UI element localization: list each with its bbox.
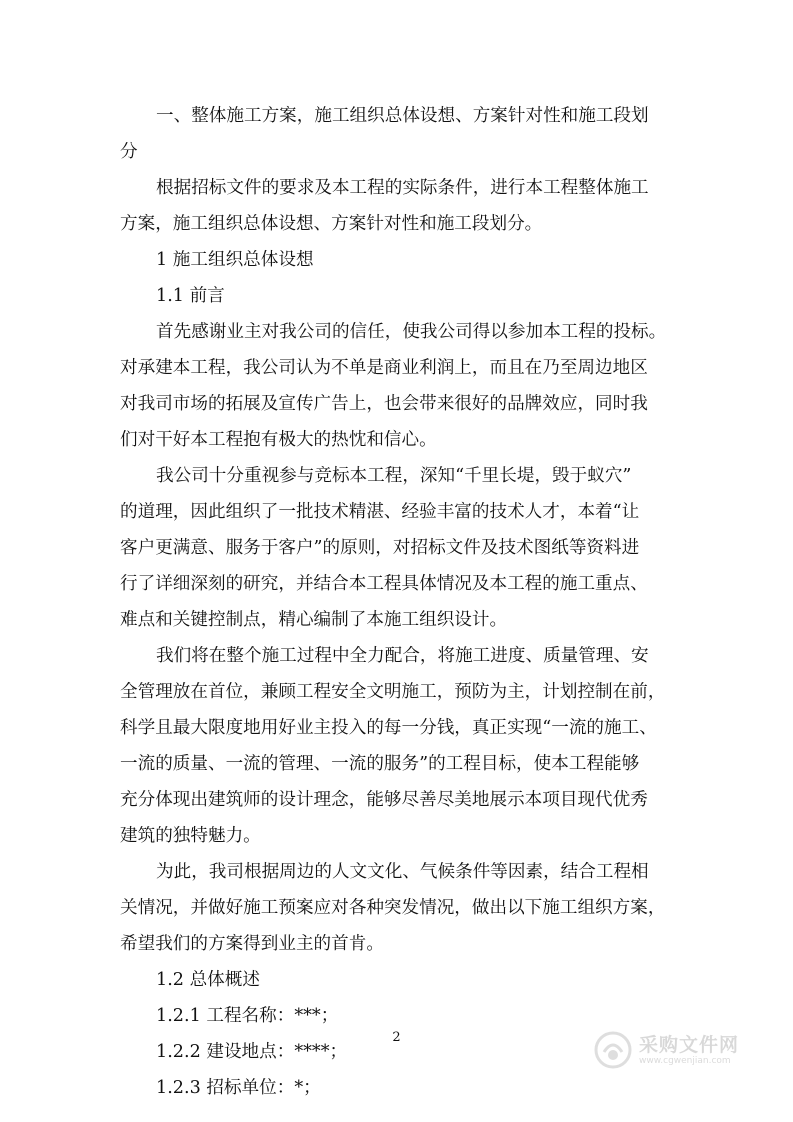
paragraph-line: 对承建本工程，我公司认为不单是商业利润上，而且在乃至周边地区 (120, 358, 648, 378)
paragraph-line: 方案，施工组织总体设想、方案针对性和施工段划分。 (120, 214, 543, 234)
section-heading: 一、整体施工方案，施工组织总体设想、方案针对性和施工段划 (156, 106, 649, 126)
paragraph-line: 为此，我司根据周边的人文文化、气候条件等因素，结合工程相 (156, 862, 649, 882)
list-item: 1.2.2 建设地点：****； (156, 1042, 348, 1062)
paragraph-line: 难点和关键控制点，精心编制了本施工组织设计。 (120, 610, 508, 630)
paragraph-line: 希望我们的方案得到业主的首肯。 (120, 934, 384, 954)
subsection-heading: 1.2 总体概述 (156, 970, 260, 990)
paragraph-line: 行了详细深刻的研究，并结合本工程具体情况及本工程的施工重点、 (120, 574, 648, 594)
paragraph-line: 一流的质量、一流的管理、一流的服务”的工程目标，使本工程能够 (120, 754, 640, 774)
paragraph-line: 充分体现出建筑师的设计理念，能够尽善尽美地展示本项目现代优秀 (120, 790, 648, 810)
watermark-title: 采购文件网 (639, 1033, 740, 1056)
paragraph-line: 客户更满意、服务于客户”的原则，对招标文件及技术图纸等资料进 (120, 538, 640, 558)
paragraph-line: 们对干好本工程抱有极大的热忱和信心。 (120, 430, 437, 450)
subsection-heading: 1.1 前言 (156, 286, 225, 306)
list-item: 1.2.3 招标单位：*； (156, 1078, 321, 1098)
paragraph-line: 的道理，因此组织了一批技术精湛、经验丰富的技术人才，本着“让 (120, 502, 640, 522)
paragraph-line: 关情况，并做好施工预案应对各种突发情况，做出以下施工组织方案， (120, 898, 666, 918)
watermark-logo-icon (593, 1030, 633, 1070)
list-item: 1.2.1 工程名称：***； (156, 1006, 339, 1026)
paragraph-line: 首先感谢业主对我公司的信任，使我公司得以参加本工程的投标。 (156, 322, 667, 342)
paragraph-line: 科学且最大限度地用好业主投入的每一分钱，真正实现“一流的施工、 (120, 718, 657, 738)
watermark (593, 1026, 753, 1074)
paragraph-line: 我们将在整个施工过程中全力配合，将施工进度、质量管理、安 (156, 646, 649, 666)
section-heading-continued: 分 (120, 142, 138, 162)
paragraph-line: 对我司市场的拓展及宣传广告上，也会带来很好的品牌效应，同时我 (120, 394, 648, 414)
paragraph-line: 根据招标文件的要求及本工程的实际条件，进行本工程整体施工 (156, 178, 649, 198)
subsection-heading: 1 施工组织总体设想 (156, 250, 314, 270)
paragraph-line: 建筑的独特魅力。 (120, 826, 261, 846)
paragraph-line: 我公司十分重视参与竞标本工程，深知“千里长堤，毁于蚁穴” (156, 466, 632, 486)
page-number: 2 (392, 1030, 401, 1045)
paragraph-line: 全管理放在首位，兼顾工程安全文明施工，预防为主，计划控制在前， (120, 682, 666, 702)
watermark-url: www.cgwenjian.com (639, 1055, 731, 1066)
watermark-text (639, 1034, 739, 1067)
document-body (120, 98, 680, 1106)
